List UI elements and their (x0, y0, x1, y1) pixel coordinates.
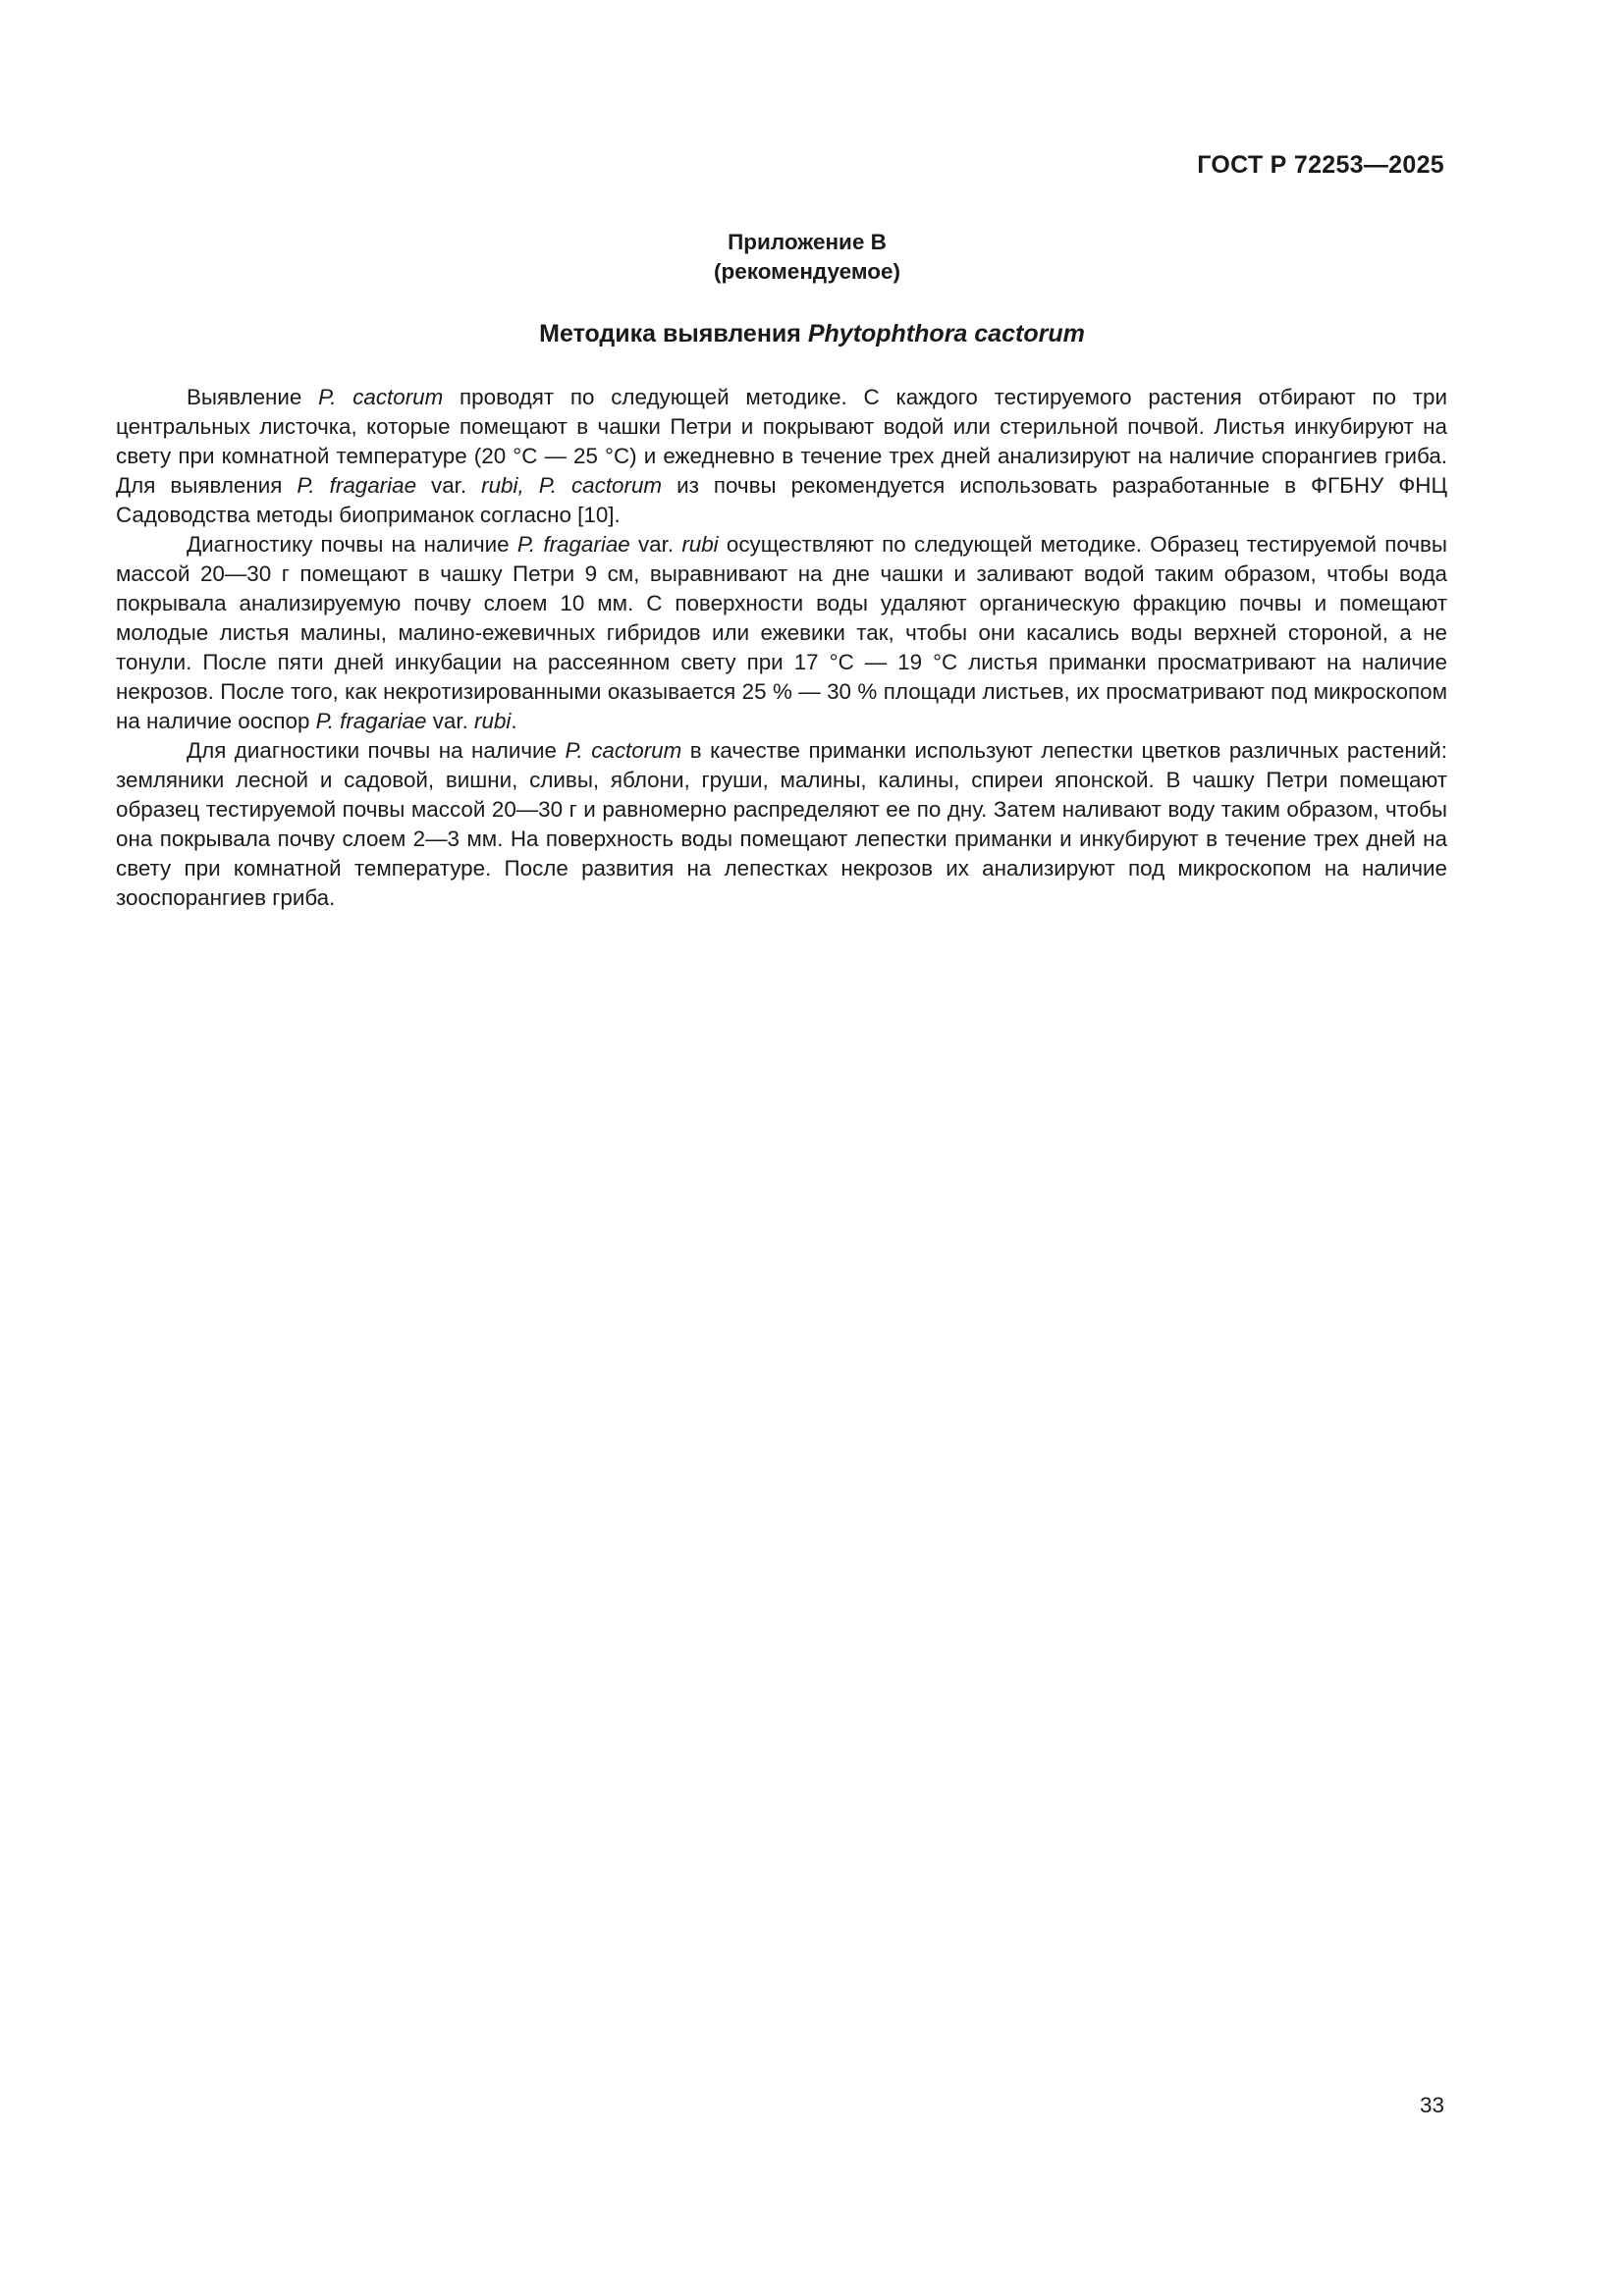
paragraph-text: var. (426, 709, 475, 733)
section-title (0, 320, 1624, 348)
section-title-prefix: Методика выявления (539, 320, 808, 347)
species-name: P. cactorum (318, 385, 444, 409)
document-code-header: ГОСТ Р 72253—2025 (1197, 151, 1444, 179)
appendix-status: (рекомендуемое) (714, 259, 900, 284)
paragraph-text: Диагностику почвы на наличие (187, 532, 517, 557)
section-title-species: Phytophthora cactorum (807, 320, 1085, 347)
paragraph-2 (116, 530, 1447, 736)
species-name: rubi (681, 532, 719, 557)
appendix-heading (0, 228, 1624, 287)
paragraph-text: проводят по следующей методике. С каждого тестируемого растения отбирают по три центральных листочка, которые помещают в чашки Петри и покрывают водой или стерильной почвой. Листья инкубируют на свету при комнатной температуре (20 °С — 25 °С) и ежедневно в течение трех дней анализируют на наличие спорангиев гриба. Для выявления (116, 385, 1447, 498)
paragraph-text: из почвы рекомендуется использовать разработанные в ФГБНУ ФНЦ Садоводства методы биоприманок согласно [10]. (116, 473, 1448, 527)
paragraph-3 (116, 736, 1447, 913)
page-number: 33 (1419, 2093, 1444, 2117)
paragraph-text: в качестве приманки используют лепестки цветков различных растений: земляники лесной и садовой, вишни, сливы, яблони, груши, малины, калины, спиреи японской. В чашку Петри помещают образец тестируемой почвы массой 20—30 г и равномерно распределяют ее по дну. Затем наливают воду таким образом, чтобы она покрывала почву слоем 2—3 мм. На поверхность воды помещают лепестки приманки и инкубируют в течение трех дней на свету при комнатной температуре. После развития на лепестках некрозов их анализируют под микроскопом на наличие зооспорангиев гриба. (116, 738, 1447, 910)
paragraph-text: осуществляют по следующей методике. Образец тестируемой почвы массой 20—30 г помещают в чашку Петри 9 см, выравнивают на дне чашки и заливают водой таким образом, чтобы вода покрывала анализируемую почву слоем 10 мм. С поверхности воды удаляют органическую фракцию почвы и помещают молодые листья малины, малино-ежевичных гибридов или ежевики так, чтобы они касались воды верхней стороной, а не тонули. После пяти дней инкубации на рассеянном свету при 17 °С — 19 °С листья приманки просматривают на наличие некрозов. После того, как некротизированными оказывается 25 % — 30 % площади листьев, их просматривают под микроскопом на наличие ооспор (116, 532, 1448, 733)
species-name: P. fragariae (297, 473, 417, 498)
paragraph-text: var. (629, 532, 682, 557)
species-name: P. cactorum (565, 738, 682, 763)
paragraph-text: Для диагностики почвы на наличие (187, 738, 566, 763)
species-name: rubi (474, 709, 512, 733)
paragraph-1 (116, 383, 1447, 530)
body-text (116, 383, 1447, 913)
species-name: P. fragariae (315, 709, 427, 733)
appendix-title: Приложение В (728, 230, 887, 254)
paragraph-text: . (511, 709, 517, 733)
paragraph-text: var. (416, 473, 482, 498)
species-name: P. fragariae (516, 532, 630, 557)
species-name: rubi, P. cactorum (481, 473, 663, 498)
paragraph-text: Выявление (187, 385, 319, 409)
